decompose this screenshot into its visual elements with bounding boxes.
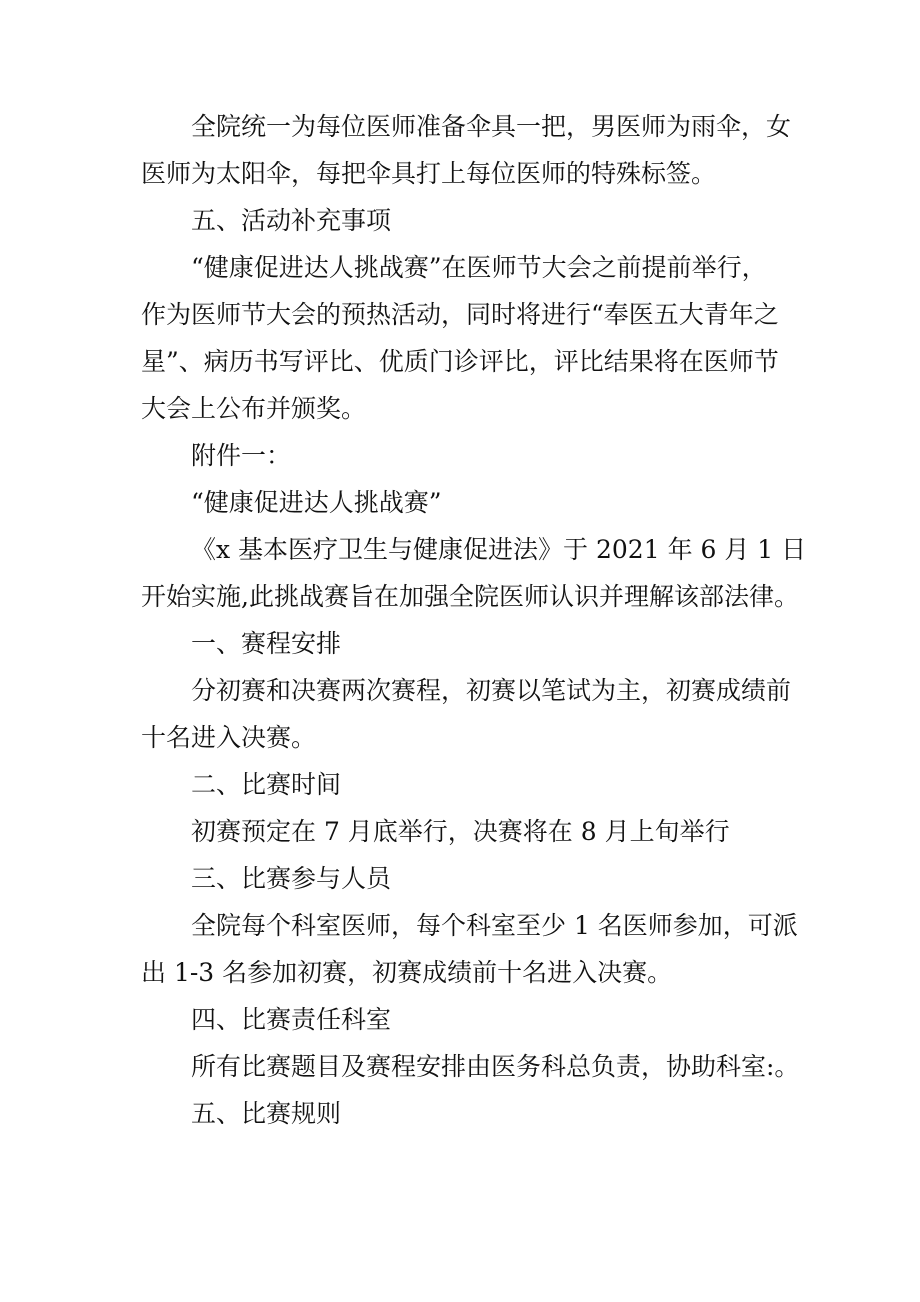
paragraph (141, 855, 781, 902)
text-line: 初赛预定在 7 月底举行，决赛将在 8 月上旬举行 (191, 817, 730, 846)
paragraph (141, 620, 781, 667)
paragraph (141, 1090, 781, 1137)
paragraph (141, 667, 792, 761)
text-line: 四、比赛责任科室 (191, 1005, 392, 1034)
text-line: 二、比赛时间 (191, 770, 342, 799)
text-line: “健康促进达人挑战赛”在医师节大会之前提前举行， (191, 253, 767, 282)
text-line: 大会上公布并颁奖。 (141, 394, 367, 423)
text-line: 附件一： (191, 441, 292, 470)
text-line: 所有比赛题目及赛程安排由医务科总负责，协助科室:。 (191, 1052, 800, 1081)
paragraph (141, 996, 781, 1043)
paragraph (141, 244, 781, 432)
paragraph (141, 103, 792, 197)
text-line: 十名进入决赛。 (141, 723, 317, 752)
text-line: “健康促进达人挑战赛” (191, 488, 442, 517)
paragraph (141, 1043, 800, 1090)
text-line: 一、赛程安排 (191, 629, 342, 658)
text-line: 全院每个科室医师，每个科室至少 1 名医师参加，可派 (191, 911, 798, 940)
text-line: 三、比赛参与人员 (191, 864, 392, 893)
text-line: 分初赛和决赛两次赛程，初赛以笔试为主，初赛成绩前 (191, 676, 792, 705)
paragraph (141, 526, 807, 620)
text-line: 星”、病历书写评比、优质门诊评比，评比结果将在医师节 (141, 347, 779, 376)
text-line: 五、比赛规则 (191, 1099, 342, 1128)
paragraph (141, 197, 781, 244)
text-line: 作为医师节大会的预热活动，同时将进行“奉医五大青年之 (141, 300, 779, 329)
paragraph (141, 479, 781, 526)
text-line: 五、活动补充事项 (191, 206, 392, 235)
text-line: 《x 基本医疗卫生与健康促进法》于 2021 年 6 月 1 日 (191, 535, 807, 564)
text-line: 全院统一为每位医师准备伞具一把，男医师为雨伞，女 (191, 112, 792, 141)
paragraph (141, 808, 781, 855)
document-body (141, 103, 807, 1137)
text-line: 开始实施,此挑战赛旨在加强全院医师认识并理解该部法律。 (141, 582, 799, 611)
paragraph (141, 902, 798, 996)
paragraph (141, 432, 781, 479)
text-line: 医师为太阳伞，每把伞具打上每位医师的特殊标签。 (141, 159, 717, 188)
paragraph (141, 761, 781, 808)
text-line: 出 1-3 名参加初赛，初赛成绩前十名进入决赛。 (141, 958, 673, 987)
